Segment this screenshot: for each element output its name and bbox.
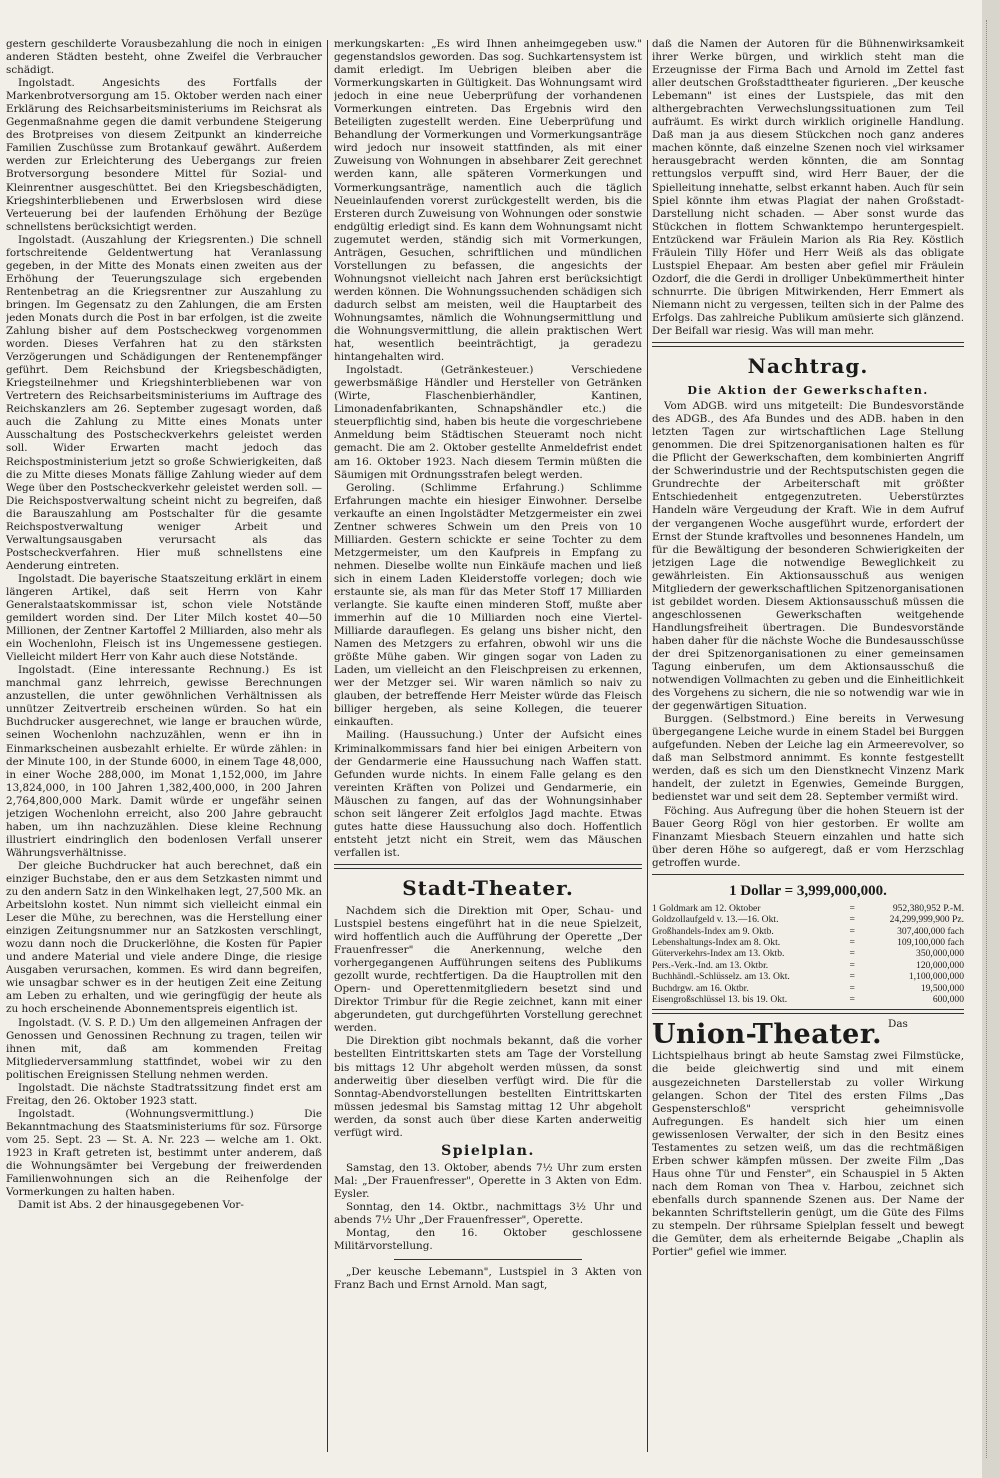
article-paragraph: Ingolstadt. Die bayerische Staatszeitung erklärt in einem längeren Artikel, daß seit Herrn von Kahr Generalstaatskommissar ist, schon viele Notstände gemildert worden sind. Der Liter Milch kostet 40—50 Millionen, der Zentner Kartoffel 2 Milliarden, also mehr als ein Wochenlohn, Fleisch ist ins Ungemessene gestiegen. Vielleicht mildert Herr von Kahr auch diese Notstände.	[6, 572, 322, 664]
article-paragraph: Ingolstadt. (V. S. P. D.) Um den allgemeinen Anfragen der Genossen und Genossinen Rechnung zu tragen, teilen wir ihnen mit, daß am kommenden Freitag Mitgliederversammlung stattfindet, wobei wir zu den politischen Ereignissen Stellung nehmen werden.	[6, 1016, 322, 1081]
article-paragraph: Der gleiche Buchdrucker hat auch berechnet, daß ein einziger Buchstabe, den er aus dem Setzkasten nimmt und zu den andern Satz in den Winkelhaken legt, 27,500 Mk. an Arbeitslohn kostet. Nun nimmt sich vielleicht einmal ein Leser die Mühe, zu berechnen, was die Herstellung einer einzigen Zeitungsnummer nur an Satzkosten verschlingt, wozu dann noch die Druckerlöhne, die Kosten für Papier und andere Material und viele andere Dinge, die riesige Ausgaben verursachen, kommen. Es wird dann begreifen, wie unsagbar schwer es in der heutigen Zeit eine Zeitung am Leben zu erhalten, und wie geringfügig der heute als zu hoch erscheinende Abonnementspreis eigentlich ist.	[6, 859, 322, 1016]
rate-value: 109,100,000 fach	[897, 936, 964, 948]
rate-equals: =	[849, 948, 855, 960]
spielplan-divider	[394, 1259, 582, 1260]
rate-value: 350,000,000	[916, 948, 964, 960]
rate-label: Goldzollaufgeld v. 13.—16. Okt.	[652, 914, 779, 926]
page-edge	[982, 0, 1000, 1478]
union-theater-text: Das Lichtspielhaus bringt ab heute Samstag zwei Filmstücke, die beide gleichwertig sind und mit einem ausgezeichneten Darstellerstab zu voller Wirkung gelangen. Schon der Titel des ersten Films „Das Gespensterschloß" verspricht geheimnisvolle Aufregungen. Es handelt sich hier um einen gewissenlosen Verwalter, der sich in den Besitz eines Testamentes zu setzen weiß, um das die rechtmäßigen Erben schwer kämpfen müssen. Der zweite Film „Das Haus ohne Tür und Fenster", ein Schauspiel in 5 Akten nach dem Roman von Thea v. Harbou, zeichnet sich ebenfalls durch spannende Szenen aus. Der Name der bekannten Schriftstellerin genügt, um die Güte des Films zu stempeln. Der rührsame Spielplan fesselt und bewegt die Gemüter, dem als erheiternde Beigabe „Chaplin als Portier" gefiel wie immer.	[652, 1018, 964, 1259]
article-paragraph: Geroling. (Schlimme Erfahrung.) Schlimme Erfahrungen machte ein hiesiger Einwohner. Derselbe verkaufte an einen Ingolstädter Metzgermeister ein zwei Zentner schweres Schwein um den Preis von 10 Milliarden. Gestern schickte er seine Tochter zu dem Metzgermeister, um den Kaufpreis in Empfang zu nehmen. Dieselbe wollte nun Einkäufe machen und ließ sich in einem Laden Kleiderstoffe vorlegen; doch wie erstaunte sie, als man für das Meter Stoff 17 Milliarden verlangte. Sie kaufte einen minderen Stoff, mußte aber immerhin auf die 10 Milliarden noch eine Viertel-Milliarde darauflegen. Es gelang uns bisher nicht, den Namen des Metzgers zu erfahren, obwohl wir uns die größte Mühe gaben. Wir gingen sogar von Laden zu Laden, um vielleicht an den Fleischpreisen zu erkennen, wer der Metzger sei. Wir waren nämlich so naiv zu glauben, der betreffende Herr Meister würde das Fleisch billiger hergeben, als seine Kollegen, die teuerer einkauften.	[334, 481, 642, 729]
stadt-theater-heading: Stadt-Theater.	[402, 875, 574, 900]
rate-row	[652, 926, 964, 937]
rate-row	[652, 994, 964, 1005]
review-paragraph: „Der keusche Lebemann", Lustspiel in 3 Akten von Franz Bach und Ernst Arnold. Man sagt,	[334, 1266, 642, 1292]
section-divider	[652, 342, 964, 347]
column-2	[334, 38, 642, 1458]
nachtrag-heading: Nachtrag.	[747, 354, 869, 379]
article-paragraph: Ingolstadt. (Auszahlung der Kriegsrenten.) Die schnell fortschreitende Geldentwertung hat Veranlassung gegeben, in der Mitte des Monats einen zweiten aus der Erhöhung der Teuerungszulage sich ergebenden Rentenbetrag an die Kriegsrentner zur Auszahlung zu bringen. Im Gegensatz zu den Zahlungen, die am Ersten jeden Monats durch die Post in bar erfolgen, ist die zweite Zahlung bisher auf dem Postscheckweg vorgenommen worden. Dieses Verfahren hat zu den stärksten Verzögerungen und Schädigungen der Rentenempfänger geführt. Dem Reichsbund der Kriegsbeschädigten, Kriegsteilnehmer und Kriegshinterbliebenen war von Vertretern des Reichsarbeitsministeriums im Auftrage des Reichskanzlers am 26. September zugesagt worden, daß auch die Zahlung zu Mitte eines Monats unter Ausschaltung des Postscheckverkehrs geleistet werden soll. Wider Erwarten macht jedoch das Reichspostministerium jetzt so große Schwierigkeiten, daß die zu Mitte dieses Monats fällige Zahlung wieder auf dem Wege über den Postscheckverkehr geleistet werden soll. — Die Reichspostverwaltung scheint nicht zu begreifen, daß die Barauszahlung am Postschalter für die gesamte Reichspostverwaltung weniger Arbeit und Verwaltungsausgaben verursacht als das Postscheckverfahren. Hier muß schnellstens eine Aenderung eintreten.	[6, 233, 322, 572]
article-paragraph: Vom ADGB. wird uns mitgeteilt: Die Bundesvorstände des ADGB., des Afa Bundes und des ADB. haben in den letzten Tagen zur wirtschaftlichen Lage Stellung genommen. Die drei Spitzenorganisationen halten es für die Pflicht der Gewerkschaften, dem kombinierten Angriff der Schwerindustrie und der Rechtsputschisten gegen die Grundrechte der Arbeiterschaft mit größter Entschiedenheit entgegenzutreten. Ueberstürztes Handeln wäre Vergeudung der Kraft. Wie in dem Aufruf der vergangenen Woche ausgeführt wurde, erfordert der Ernst der Stunde kraftvolles und besonnenes Handeln, um für die Bewältigung der besonderen Schwierigkeiten der jetzigen Lage die notwendige Beweglichkeit zu gewährleisten. Ein Aktionsausschuß aus wenigen Mitgliedern der gewerkschaftlichen Spitzenorganisationen ist gebildet worden. Diesem Aktionsausschuß müssen die angeschlossenen Gewerkschaften weitgehende Handlungsfreiheit übertragen. Die Bundesvorstände haben daher für die nächste Woche die Bundesausschüsse der drei Spitzenorganisationen zu einer gemeinsamen Tagung einberufen, um dem Aktionsausschuß die notwendigen Vollmachten zu geben und die Einheitlichkeit des Vorgehens zu sichern, die nie so notwendig war wie in der gegenwärtigen Situation.	[652, 400, 964, 713]
article-paragraph: Ingolstadt. Die nächste Stadtratssitzung findet erst am Freitag, den 26. Oktober 1923 statt.	[6, 1081, 322, 1107]
article-paragraph: Damit ist Abs. 2 der hinausgegebenen Vor-	[18, 1199, 244, 1212]
rate-equals: =	[849, 914, 855, 926]
rate-value: 600,000	[932, 994, 964, 1006]
article-paragraph: Ingolstadt. (Getränkesteuer.) Verschiedene gewerbsmäßige Händler und Hersteller von Getränken (Wirte, Flaschenbierhändler, Kantinen, Limonadenfabrikanten, Schnapshändler etc.) die steuerpflichtig sind, haben bis heute die vorgeschriebene Anmeldung beim Städtischen Steueramt noch nicht gemacht. Die am 2. Oktober gestellte Anmeldefrist endet am 16. Oktober 1923. Nach diesem Termin müßten die Säumigen mit Ordnungsstrafen belegt werden.	[334, 364, 642, 481]
section-divider	[652, 874, 964, 875]
rate-equals: =	[849, 994, 855, 1006]
article-paragraph: Föching. Aus Aufregung über die hohen Steuern ist der Bauer Georg Rögl von hier gestorben. Er wollte am Finanzamt Miesbach Steuern einzahlen und hatte sich über deren Höhe so aufgeregt, daß er vom Herzschlag getroffen wurde.	[652, 804, 964, 869]
nachtrag-subheading: Die Aktion der Gewerkschaften.	[687, 384, 929, 398]
column-rule-left	[327, 40, 328, 1452]
spielplan-entry: Samstag, den 13. Oktober, abends 7½ Uhr zum ersten Mal: „Der Frauenfresser", Operette in 3 Akten von Edm. Eysler.	[334, 1161, 642, 1200]
rate-label: Buchhändl.-Schlüsselz. am 13. Okt.	[652, 971, 790, 983]
theater-paragraph: Nachdem sich die Direktion mit Oper, Schau- und Lustspiel bestens eingeführt hat in die neue Spielzeit, wird hoffentlich auch die Aufführung der Operette „Der Frauenfresser" die Anerkennung, welche den vorhergegangenen Aufführungen seitens des Publikums gezollt wurde, rechtfertigen. Da die Hauptrollen mit den Opern- und Operettenmitgliedern besetzt sind und Direktor Trimbur für die Regie zeichnet, kann mit einer abgerundeten, gut durchgeführten Vorstellung gerechnet werden.	[334, 904, 642, 1035]
rate-equals: =	[849, 982, 855, 994]
article-paragraph: Ingolstadt. (Wohnungsvermittlung.) Die Bekanntmachung des Staatsministeriums für soz. Fürsorge vom 25. Sept. 23 — St. A. Nr. 223 — welche am 1. Okt. 1923 in Kraft getreten ist, bestimmt unter anderem, daß die Wohnungsämter bei Vergebung der freiwerdenden Familienwohnungen sich an die Reihenfolge der Vormerkungen zu halten haben.	[6, 1107, 322, 1199]
theater-paragraph: Die Direktion gibt nochmals bekannt, daß die vorher bestellten Eintrittskarten stets am Tage der Vorstellung bis mittags 12 Uhr abgeholt werden müssen, da sonst anderweitig über dieselben verfügt wird. Die für die Sonntag-Abendvorstellungen bestellten Eintrittskarten müssen jedesmal bis Samstag mittag 12 Uhr abgeholt werden, da sonst auch über diese Karten anderweitig verfügt wird.	[334, 1035, 642, 1139]
spielplan-entry: Montag, den 16. Oktober geschlossene Militärvorstellung.	[334, 1227, 642, 1253]
rate-row	[652, 983, 964, 994]
rate-row	[652, 948, 964, 959]
rate-label: Eisengroßschlüssel 13. bis 19. Okt.	[652, 994, 788, 1006]
rate-value: 952,380,952 P.-M.	[892, 902, 964, 914]
rate-value: 307,400,000 fach	[897, 925, 964, 937]
dollar-rate: 1 Dollar = 3,999,000,000.	[729, 882, 887, 899]
article-paragraph: gestern geschilderte Vorausbezahlung die noch in einigen anderen Städten besteht, ohne Zweifel die Verbraucher schädigt.	[6, 38, 322, 77]
rate-row	[652, 903, 964, 914]
rate-equals: =	[849, 971, 855, 983]
article-paragraph: Ingolstadt. (Eine interessante Rechnung.) Es ist manchmal ganz lehrreich, gewisse Berechnungen anzustellen, die unter gewöhnlichen Verhältnissen als unnützer Zeitvertreib erscheinen würden. So hat ein Buchdrucker ausgerechnet, wie lange er brauchen würde, seinen Wochenlohn nachzuzählen, wenn er ihn in Einmarkscheinen ausbezahlt erhielte. Er würde zählen: in der Minute 100, in der Stunde 6000, in einem Tage 48,000, in einer Woche 288,000, im Monat 1,152,000, im Jahre 13,824,000, in 100 Jahren 1,382,400,000, in 200 Jahren 2,764,800,000 Mark. Damit würde er ungefähr seinen jetzigen Wochenlohn erreicht, also 200 Jahre gebraucht haben, um ihn nachzuzählen. Diese kleine Rechnung illustriert eindringlich den bodenlosen Verfall unserer Währungsverhältnisse.	[6, 664, 322, 859]
column-rule-right	[647, 40, 648, 1452]
rate-label: Güterverkehrs-Index am 13. Oktb.	[652, 948, 785, 960]
rate-label: 1 Goldmark am 12. Oktober	[652, 902, 761, 914]
rate-equals: =	[849, 959, 855, 971]
rate-label: Pers.-Verk.-Ind. am 13. Oktbr.	[652, 959, 769, 971]
article-paragraph: Mailing. (Haussuchung.) Unter der Aufsicht eines Kriminalkommissars fand hier bei einigen Arbeitern von der Gendarmerie eine Haussuchung nach Waffen statt. Gefunden wurde nichts. In einem Falle gelang es den vereinten Kräften von Polizei und Gendarmerie, ein Mäuschen zu fangen, auf das der Wohnungsinhaber schon seit längerer Zeit erfolglos Jagd machte. Etwas gutes hatte diese Haussuchung also doch. Hoffentlich entsteht jetzt nicht ein Streit, wem das Mäuschen verfallen ist.	[334, 729, 642, 859]
rate-value: 24,299,999,900 Pz.	[889, 914, 964, 926]
review-paragraph: daß die Namen der Autoren für die Bühnenwirksamkeit ihrer Werke bürgen, und wirklich steht man die Erzeugnisse der Firma Bach und Arnold im Zettel fast aller deutschen Großstadttheater figurieren. „Der keusche Lebemann" ist eines der Lustspiele, das mit den althergebrachten Verwechslungssituationen zum Teil aufräumt. Es wirkt durch wirklich originelle Handlung. Daß man ja aus diesem Stückchen noch ganz anderes machen könnte, daß einzelne Szenen noch viel wirksamer herausgebracht werden könnten, die am Sonntag rettungslos verpufft sind, wird Herr Bauer, der die Spielleitung innehatte, selbst erkannt haben. Auch für sein Spiel könnte ihm etwas Plagiat der nahen Großstadt-Darstellung nicht schaden. — Aber sonst wurde das Stückchen in flottem Schwanktempo heruntergespielt. Entzückend war Fräulein Marion als Ria Rey. Köstlich Fräulein Tilly Höfer und Herr Weiß als das obligate Lustspiel Ehepaar. Am besten aber gefiel mir Fräulein Ozdorf, die die Gerdi in drolliger Unbekümmertheit hinter schnurrte. Die übrigen Mitwirkenden, Herr Emmert als Niemann nicht zu vergessen, teilten sich in der Palme des Erfolgs. Das zahlreiche Publikum amüsierte sich glänzend. Der Beifall war riesig. Was will man mehr.	[652, 38, 964, 338]
rate-equals: =	[849, 936, 855, 948]
rate-row	[652, 914, 964, 925]
rate-equals: =	[849, 925, 855, 937]
section-divider	[334, 864, 642, 869]
rate-value: 1,100,000,000	[908, 971, 964, 983]
rate-equals: =	[849, 902, 855, 914]
rate-row	[652, 971, 964, 982]
rate-row	[652, 960, 964, 971]
union-theater-heading: Union-Theater.	[652, 1019, 883, 1051]
rate-label: Buchdrgw. am 16. Oktbr.	[652, 982, 749, 994]
article-paragraph: Ingolstadt. Angesichts des Fortfalls der Markenbrotversorgung am 15. Oktober werden nach einer Erklärung des Reichsarbeitsministeriums im Reichsrat als Gegenmaßnahme gegen die damit verbundene Steigerung des Brotpreises von diesem Zeitpunkt an kinderreiche Familien Zuschüsse zum Brotankauf gewährt. Außerdem werden zur Erleichterung des Uebergangs zur freien Brotversorgung besondere Mittel für Sozial- und Kleinrentner ausgeschüttet. Bei den Kriegsbeschädigten, Kriegshinterbliebenen und Erwerbslosen wird diese Verteuerung bei der laufenden Erhöhung der Bezüge schnellstens berücksichtigt werden.	[6, 77, 322, 233]
rate-value: 19,500,000	[920, 982, 964, 994]
rate-label: Großhandels-Index am 9. Oktb.	[652, 925, 774, 937]
rate-value: 120,000,000	[916, 959, 964, 971]
exchange-rate-table	[652, 903, 964, 1006]
spielplan-heading: Spielplan.	[441, 1142, 535, 1159]
rate-row	[652, 937, 964, 948]
section-divider	[652, 1009, 964, 1014]
column-1	[6, 38, 322, 1458]
column-3	[652, 38, 964, 1458]
rate-label: Lebenshaltungs-Index am 8. Okt.	[652, 936, 781, 948]
article-paragraph: Burggen. (Selbstmord.) Eine bereits in Verwesung übergegangene Leiche wurde in einem Stadel bei Burggen aufgefunden. Neben der Leiche lag ein Armeerevolver, so daß man Selbstmord annimmt. Es konnte festgestellt werden, daß es sich um den Dienstknecht Vinzenz Mark handelt, der zuletzt in Egenwies, Gemeinde Burggen, bedienstet war und seit dem 28. September vermißt wird.	[652, 713, 964, 804]
spielplan-entry: Sonntag, den 14. Oktbr., nachmittags 3½ Uhr und abends 7½ Uhr „Der Frauenfresser", Operette.	[334, 1200, 642, 1226]
article-paragraph: merkungskarten: „Es wird Ihnen anheimgegeben usw." gegenstandslos geworden. Das sog. Suchkartensystem ist damit erledigt. Im Uebrigen bleiben aber die Vormerkungskarten in Gültigkeit. Das Wohnungsamt wird jedoch in eine neue Ueberprüfung der vorhandenen Vormerkungen eintreten. Das Ergebnis wird den Beteiligten zugestellt werden. Eine Ueberprüfung und Behandlung der Vormerkungen und Vormerkungsanträge wird jedoch nur insoweit stattfinden, als mit einer Zuweisung von Wohnungen in absehbarer Zeit gerechnet werden kann, alle späteren Vormerkungen und Vormerkungsanträge, namentlich auch die täglich Neueinlaufenden vorerst zurückgestellt werden, bis die Ersteren durch Zuweisung von Wohnungen oder sonstwie endgültig erledigt sind. Es kann dem Wohnungsamt nicht zugemutet werden, ständig sich mit Vormerkungen, Anträgen, Gesuchen, schriftlichen und mündlichen Vorstellungen zu befassen, die angesichts der Wohnungsnot vielleicht nach Jahren erst berücksichtigt werden können. Die Wohnungssuchenden schädigen sich dadurch selbst am meisten, weil die Hauptarbeit des Wohnungsamtes, nämlich die Wohnungsermittlung und die Wohnungsvermittlung, die allein praktischen Wert hat, wesentlich beeinträchtigt, ja geradezu hintangehalten wird.	[334, 38, 642, 364]
